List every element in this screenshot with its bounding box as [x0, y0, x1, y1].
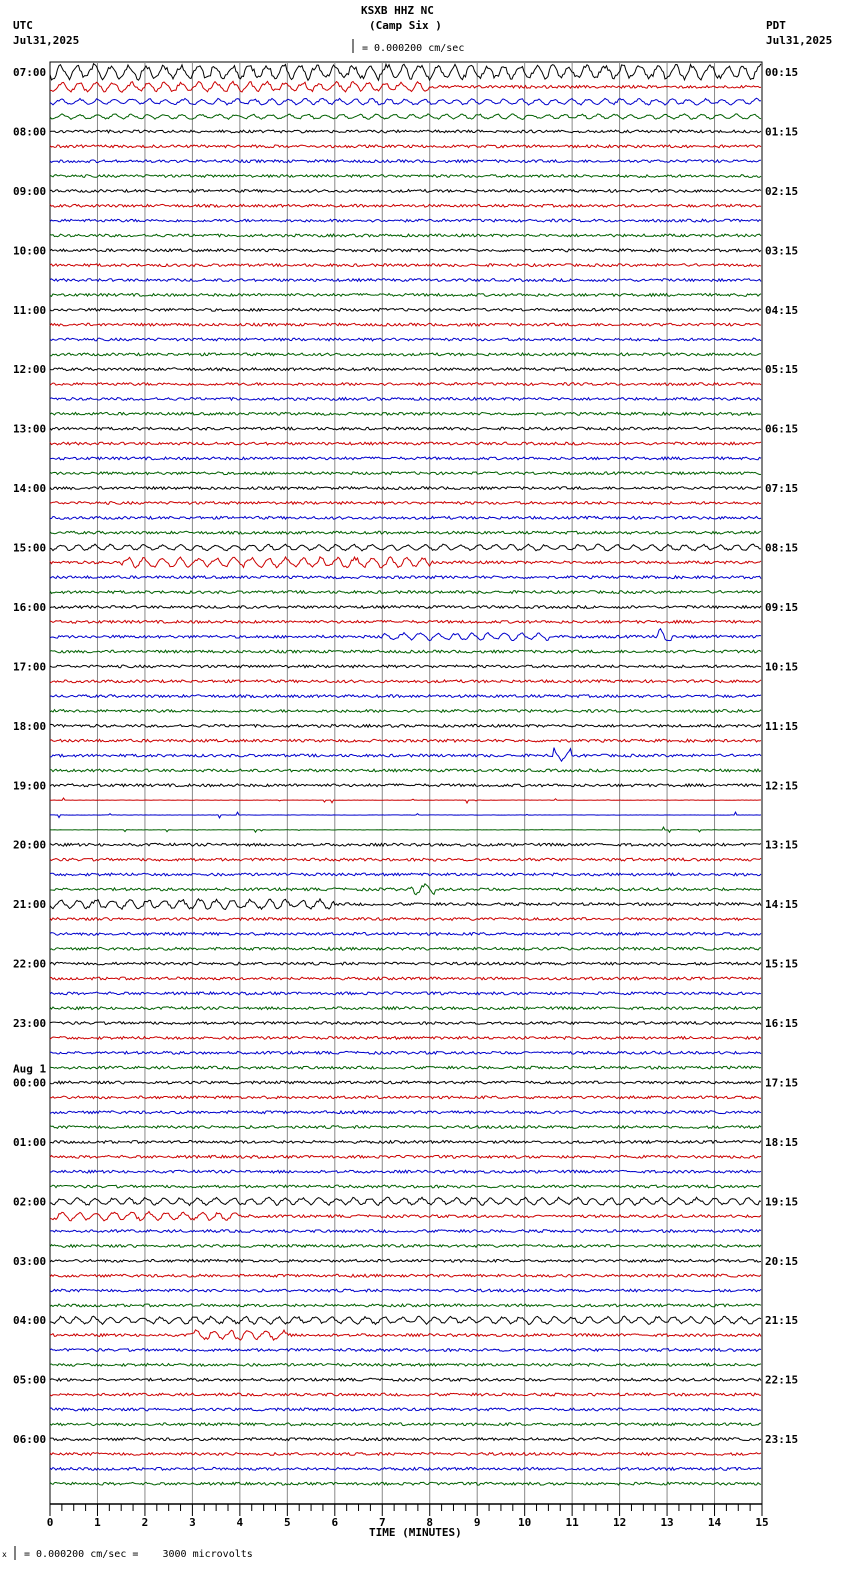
seismic-trace — [50, 1081, 761, 1084]
seismic-trace — [50, 977, 761, 980]
pdt-hour-label: 18:15 — [765, 1135, 799, 1149]
seismic-trace — [50, 1197, 761, 1205]
x-tick-label: 2 — [141, 1516, 149, 1529]
x-tick-label: 1 — [94, 1516, 101, 1529]
seismic-trace — [50, 234, 761, 237]
pdt-hour-label: 13:15 — [765, 838, 799, 852]
pdt-hour-label: 06:15 — [765, 422, 799, 436]
seismic-trace — [50, 368, 761, 371]
x-tick-label: 4 — [236, 1516, 244, 1529]
seismic-trace — [50, 204, 761, 207]
seismic-trace — [50, 884, 761, 895]
seismic-trace — [50, 1393, 761, 1396]
seismic-trace — [50, 1378, 761, 1381]
seismic-trace — [50, 947, 761, 950]
seismic-trace — [50, 710, 761, 713]
seismic-trace — [50, 629, 761, 641]
x-tick-label: 3 — [189, 1516, 196, 1529]
station-title: KSXB HHZ NC — [361, 4, 434, 17]
seismic-trace — [50, 1051, 761, 1054]
station-subtitle: (Camp Six ) — [369, 19, 442, 32]
seismic-trace — [50, 114, 761, 120]
seismic-trace — [50, 1245, 761, 1248]
x-tick-label: 12 — [612, 1516, 627, 1529]
pdt-hour-label: 09:15 — [765, 600, 799, 614]
seismic-trace — [50, 427, 761, 430]
seismic-trace — [50, 680, 761, 683]
utc-hour-label: 08:00 — [13, 125, 47, 139]
seismic-trace — [50, 1111, 761, 1114]
utc-hour-label: 06:00 — [13, 1433, 47, 1447]
seismic-trace — [50, 516, 761, 519]
seismic-trace — [50, 544, 761, 551]
x-tick-label: 10 — [518, 1516, 532, 1529]
pdt-hour-label: 07:15 — [765, 482, 799, 496]
utc-hour-label: 14:00 — [13, 482, 47, 496]
seismic-trace — [50, 918, 761, 921]
pdt-hour-label: 22:15 — [765, 1373, 799, 1387]
pdt-hour-label: 05:15 — [765, 363, 799, 377]
seismic-trace — [50, 1316, 761, 1324]
utc-hour-label: 18:00 — [13, 719, 47, 733]
pdt-hour-label: 01:15 — [765, 125, 799, 139]
seismic-trace — [50, 1363, 761, 1366]
utc-hour-label: 09:00 — [13, 184, 47, 198]
x-tick-label: 5 — [284, 1516, 291, 1529]
seismic-trace — [50, 1467, 761, 1470]
pdt-hour-label: 20:15 — [765, 1254, 799, 1268]
seismic-trace — [50, 748, 761, 762]
footer-prefix: x — [2, 1550, 7, 1559]
utc-hour-label: 19:00 — [13, 779, 47, 793]
utc-hour-label: 05:00 — [13, 1373, 47, 1387]
x-tick-label: 0 — [46, 1516, 54, 1529]
seismic-trace — [50, 784, 761, 787]
seismic-trace — [50, 724, 761, 727]
seismic-trace — [50, 487, 761, 490]
seismic-trace — [50, 279, 761, 282]
seismic-trace — [50, 992, 761, 995]
seismic-trace — [50, 620, 761, 623]
pdt-hour-label: 11:15 — [765, 719, 799, 733]
seismic-trace — [50, 383, 761, 386]
seismic-trace — [50, 769, 761, 772]
pdt-hour-label: 15:15 — [765, 957, 799, 971]
seismic-trace — [50, 1230, 761, 1233]
utc-hour-label: 07:00 — [13, 66, 47, 79]
left-date: Jul31,2025 — [13, 34, 80, 47]
footer-scale: = 0.000200 cm/sec = 3000 microvolts — [24, 1549, 253, 1560]
utc-hour-label: 04:00 — [13, 1314, 47, 1328]
seismic-trace — [50, 412, 761, 415]
seismic-trace — [50, 323, 761, 326]
pdt-hour-label: 08:15 — [765, 541, 799, 555]
x-tick-label: 6 — [331, 1516, 339, 1529]
x-axis-label: TIME (MINUTES) — [369, 1526, 462, 1539]
seismic-trace — [50, 650, 761, 653]
seismic-trace — [50, 1259, 761, 1262]
seismic-trace — [50, 798, 761, 803]
utc-hour-label: 23:00 — [13, 1017, 47, 1031]
x-tick-label: 15 — [755, 1516, 769, 1529]
pdt-hour-label: 23:15 — [765, 1433, 799, 1447]
right-date: Jul31,2025 — [766, 34, 833, 47]
seismic-trace — [50, 294, 761, 297]
seismic-trace — [50, 1022, 761, 1025]
x-tick-label: 13 — [660, 1516, 674, 1529]
utc-hour-label: 00:00 — [13, 1076, 47, 1090]
pdt-hour-label: 19:15 — [765, 1195, 799, 1209]
seismic-trace — [50, 160, 761, 163]
seismic-trace — [50, 739, 761, 742]
seismic-trace — [50, 1126, 761, 1129]
pdt-hour-label: 02:15 — [765, 184, 799, 198]
seismic-trace — [50, 1289, 761, 1292]
seismic-trace — [50, 1274, 761, 1277]
date-change-label: Aug 1 — [13, 1062, 47, 1076]
x-tick-label: 14 — [707, 1516, 722, 1529]
seismic-trace — [50, 145, 761, 148]
seismic-trace — [50, 219, 761, 222]
seismic-trace — [50, 1212, 761, 1221]
seismic-trace — [50, 858, 761, 861]
utc-hour-label: 22:00 — [13, 957, 47, 971]
seismic-trace — [50, 1408, 761, 1411]
utc-hour-label: 12:00 — [13, 363, 47, 377]
seismic-trace — [50, 1170, 761, 1173]
seismic-trace — [50, 665, 761, 668]
seismic-trace — [50, 308, 761, 311]
left-timezone: UTC — [13, 19, 33, 32]
pdt-hour-label: 04:15 — [765, 303, 799, 317]
seismic-trace — [50, 249, 761, 252]
seismic-trace — [50, 1330, 761, 1340]
utc-hour-label: 01:00 — [13, 1135, 47, 1149]
seismic-trace — [50, 1423, 761, 1426]
utc-hour-label: 21:00 — [13, 898, 47, 912]
x-tick-label: 8 — [426, 1516, 434, 1529]
seismic-trace — [50, 1453, 761, 1456]
pdt-hour-label: 12:15 — [765, 779, 799, 793]
seismic-trace — [50, 81, 761, 92]
seismic-trace — [50, 264, 761, 267]
right-timezone: PDT — [766, 19, 786, 32]
seismic-trace — [50, 442, 761, 445]
plot-frame — [50, 62, 762, 1504]
utc-hour-label: 17:00 — [13, 660, 47, 674]
seismic-trace — [50, 827, 761, 832]
utc-hour-label: 13:00 — [13, 422, 47, 436]
pdt-hour-label: 17:15 — [765, 1076, 799, 1090]
scale-label: = 0.000200 cm/sec — [362, 43, 465, 54]
seismic-trace — [50, 695, 761, 698]
seismic-trace — [50, 933, 761, 936]
seismic-trace — [50, 576, 761, 579]
seismic-trace — [50, 1007, 761, 1010]
pdt-hour-label: 16:15 — [765, 1017, 799, 1031]
x-tick-label: 7 — [378, 1516, 386, 1529]
seismic-trace — [50, 843, 761, 846]
seismic-trace — [50, 1185, 761, 1188]
seismic-trace — [50, 1349, 761, 1352]
seismic-trace — [50, 1304, 761, 1307]
utc-hour-label: 15:00 — [13, 541, 47, 555]
seismic-trace — [50, 502, 761, 505]
seismic-trace — [50, 175, 761, 178]
x-tick-label: 11 — [565, 1516, 579, 1529]
seismic-trace — [50, 1482, 761, 1485]
seismic-trace — [50, 457, 761, 460]
pdt-hour-label: 14:15 — [765, 898, 799, 912]
seismic-trace — [50, 398, 761, 401]
seismic-trace — [50, 472, 761, 475]
utc-hour-label: 20:00 — [13, 838, 47, 852]
seismic-trace — [50, 873, 761, 876]
seismic-trace — [50, 606, 761, 609]
seismic-trace — [50, 64, 761, 81]
seismic-trace — [50, 899, 761, 910]
pdt-hour-label: 21:15 — [765, 1314, 799, 1328]
pdt-hour-label: 00:15 — [765, 66, 799, 79]
seismic-trace — [50, 130, 761, 133]
utc-hour-label: 10:00 — [13, 244, 47, 258]
pdt-hour-label: 10:15 — [765, 660, 799, 674]
pdt-hour-label: 03:15 — [765, 244, 799, 258]
seismic-trace — [50, 531, 761, 534]
seismic-trace — [50, 1037, 761, 1040]
seismic-trace — [50, 338, 761, 341]
seismic-trace — [50, 1096, 761, 1099]
utc-hour-label: 02:00 — [13, 1195, 47, 1209]
seismic-trace — [50, 1155, 761, 1158]
seismic-trace — [50, 98, 761, 105]
seismic-trace — [50, 1066, 761, 1069]
seismic-trace — [50, 962, 761, 965]
x-tick-label: 9 — [473, 1516, 481, 1529]
utc-hour-label: 11:00 — [13, 303, 47, 317]
utc-hour-label: 03:00 — [13, 1254, 47, 1268]
utc-hour-label: 16:00 — [13, 600, 47, 614]
seismic-trace — [50, 557, 761, 568]
seismic-trace — [50, 1438, 761, 1441]
seismic-trace — [50, 1141, 761, 1144]
seismic-trace — [50, 591, 761, 594]
seismic-trace — [50, 353, 761, 356]
seismic-trace — [50, 812, 761, 818]
seismic-trace — [50, 190, 761, 193]
